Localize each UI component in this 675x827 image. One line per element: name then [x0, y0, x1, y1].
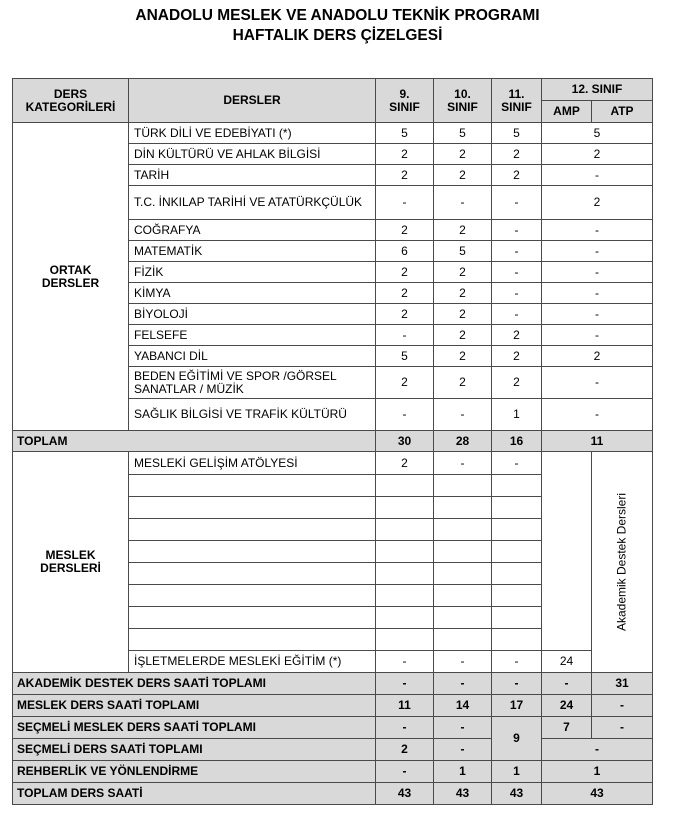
grade-9-hours: 5: [376, 123, 434, 144]
lesson-name: İŞLETMELERDE MESLEKİ EĞİTİM (*): [129, 651, 376, 673]
grade-9-hours: 2: [376, 452, 434, 475]
header-grade-9: [376, 79, 434, 123]
summary-label: TOPLAM DERS SAATİ: [13, 783, 376, 805]
summary-grade-9: 2: [376, 739, 434, 761]
grade-10-hours: 2: [434, 144, 492, 165]
empty-cell: [434, 541, 492, 563]
grade-11-hours: 2: [492, 144, 542, 165]
grade-10-hours: 2: [434, 304, 492, 325]
summary-label: REHBERLİK VE YÖNLENDİRME: [13, 761, 376, 783]
empty-lesson: [129, 607, 376, 629]
header-grade-9-line-1: 9.: [399, 86, 410, 101]
summary-grade-10: 1: [434, 761, 492, 783]
grade-9-hours: 2: [376, 367, 434, 399]
amp-hours: 24: [542, 651, 592, 673]
grade-11-hours: -: [492, 241, 542, 262]
empty-cell: [492, 497, 542, 519]
akademik-destek-label: Akademik Destek Dersleri: [614, 492, 629, 632]
toplam-grade-10: 28: [434, 431, 492, 452]
grade-10-hours: 5: [434, 241, 492, 262]
empty-cell: [492, 629, 542, 651]
lesson-name: BİYOLOJİ: [129, 304, 376, 325]
grade-9-hours: -: [376, 325, 434, 346]
grade-12-hours: -: [542, 399, 653, 431]
summary-grade-11: 1: [492, 761, 542, 783]
schedule-table: [12, 78, 653, 805]
summary-row-meslek: [13, 695, 653, 717]
empty-cell: [434, 607, 492, 629]
category-meslek-line-1: MESLEK: [45, 548, 96, 562]
summary-grade-11: 17: [492, 695, 542, 717]
empty-cell: [376, 475, 434, 497]
empty-cell: [376, 497, 434, 519]
grade-9-hours: 2: [376, 262, 434, 283]
toplam-label: TOPLAM: [13, 431, 376, 452]
toplam-grade-12: 11: [542, 431, 653, 452]
summary-amp: 24: [542, 695, 592, 717]
empty-cell: [376, 519, 434, 541]
grade-9-hours: 2: [376, 283, 434, 304]
empty-lesson: [129, 585, 376, 607]
header-grade-11-line-1: 11.: [508, 86, 525, 101]
grade-11-hours: 2: [492, 367, 542, 399]
grade-11-hours: 2: [492, 325, 542, 346]
grade-11-hours: -: [492, 283, 542, 304]
category-meslek: [13, 452, 129, 673]
grade-11-hours: 2: [492, 165, 542, 186]
empty-lesson: [129, 475, 376, 497]
page-title: [0, 6, 675, 46]
grade-9-hours: 2: [376, 220, 434, 241]
akademik-destek-cell: [592, 452, 653, 673]
category-ortak-line-2: DERSLER: [41, 275, 100, 290]
title-line-2: HAFTALIK DERS ÇİZELGESİ: [232, 27, 443, 44]
lesson-name: DİN KÜLTÜRÜ VE AHLAK BİLGİSİ: [129, 144, 376, 165]
summary-grade-10: 43: [434, 783, 492, 805]
summary-grade-10: 14: [434, 695, 492, 717]
empty-cell: [434, 585, 492, 607]
lesson-name: MATEMATİK: [129, 241, 376, 262]
title-line-1: ANADOLU MESLEK VE ANADOLU TEKNİK PROGRAMI: [135, 7, 540, 24]
summary-atp: -: [592, 695, 653, 717]
lesson-name: FELSEFE: [129, 325, 376, 346]
empty-cell: [492, 519, 542, 541]
lesson-name: BEDEN EĞİTİMİ VE SPOR /GÖRSEL SANATLAR / MÜZİK: [129, 367, 376, 399]
lesson-name: COĞRAFYA: [129, 220, 376, 241]
empty-cell: [434, 629, 492, 651]
summary-row-akademik: [13, 673, 653, 695]
summary-row-secmeli: [13, 739, 653, 761]
summary-grade-9: -: [376, 717, 434, 739]
empty-cell: [492, 585, 542, 607]
header-category-line-2: KATEGORİLERİ: [25, 99, 116, 114]
grade-10-hours: 5: [434, 123, 492, 144]
lesson-name: TARİH: [129, 165, 376, 186]
lesson-name: FİZİK: [129, 262, 376, 283]
grade-11-hours: -: [492, 304, 542, 325]
summary-grade-11: 9: [492, 717, 542, 761]
header-grade-9-line-2: SINIF: [389, 99, 420, 114]
grade-12-hours: 2: [542, 144, 653, 165]
lesson-name: KİMYA: [129, 283, 376, 304]
grade-11-hours: 5: [492, 123, 542, 144]
summary-label: MESLEK DERS SAATİ TOPLAMI: [13, 695, 376, 717]
grade-12-hours: -: [542, 304, 653, 325]
header-grade-12: 12. SINIF: [542, 79, 653, 101]
empty-cell: [492, 607, 542, 629]
grade-9-hours: -: [376, 651, 434, 673]
lesson-name: T.C. İNKILAP TARİHİ VE ATATÜRKÇÜLÜK: [129, 186, 376, 220]
grade-12-hours: -: [542, 283, 653, 304]
empty-lesson: [129, 629, 376, 651]
header-amp: AMP: [542, 101, 592, 123]
header-row-1: [13, 79, 653, 101]
toplam-row: [13, 431, 653, 452]
header-grade-11-line-2: SINIF: [501, 99, 532, 114]
empty-cell: [376, 629, 434, 651]
grade-10-hours: 2: [434, 165, 492, 186]
summary-amp: 7: [542, 717, 592, 739]
summary-grade-10: -: [434, 673, 492, 695]
empty-cell: [376, 585, 434, 607]
toplam-grade-9: 30: [376, 431, 434, 452]
grade-11-hours: 1: [492, 399, 542, 431]
grade-11-hours: 2: [492, 346, 542, 367]
empty-lesson: [129, 563, 376, 585]
grade-10-hours: 2: [434, 262, 492, 283]
lesson-row: [13, 123, 653, 144]
grade-9-hours: -: [376, 399, 434, 431]
summary-grade-12: -: [542, 739, 653, 761]
empty-cell: [434, 497, 492, 519]
summary-grade-11: -: [492, 673, 542, 695]
grade-12-hours: -: [542, 262, 653, 283]
lesson-name: YABANCI DİL: [129, 346, 376, 367]
grade-10-hours: 2: [434, 220, 492, 241]
empty-cell: [376, 607, 434, 629]
summary-row-rehberlik: [13, 761, 653, 783]
header-grade-11: [492, 79, 542, 123]
empty-cell: [492, 541, 542, 563]
header-grade-10: [434, 79, 492, 123]
empty-lesson: [129, 497, 376, 519]
grade-12-hours: -: [542, 165, 653, 186]
summary-row-toplam-ders: [13, 783, 653, 805]
summary-grade-12: 43: [542, 783, 653, 805]
grade-11-hours: -: [492, 452, 542, 475]
grade-10-hours: 2: [434, 367, 492, 399]
grade-10-hours: -: [434, 399, 492, 431]
grade-9-hours: 2: [376, 144, 434, 165]
summary-amp: -: [542, 673, 592, 695]
grade-12-hours: 2: [542, 186, 653, 220]
empty-lesson: [129, 519, 376, 541]
grade-10-hours: 2: [434, 325, 492, 346]
summary-grade-12: 1: [542, 761, 653, 783]
category-ortak-line-1: ORTAK: [49, 262, 92, 277]
summary-label: AKADEMİK DESTEK DERS SAATİ TOPLAMI: [13, 673, 376, 695]
grade-11-hours: -: [492, 262, 542, 283]
empty-cell: [434, 475, 492, 497]
grade-9-hours: 5: [376, 346, 434, 367]
grade-12-hours: 5: [542, 123, 653, 144]
header-grade-10-line-2: SINIF: [447, 99, 478, 114]
empty-cell: [434, 563, 492, 585]
header-grade-10-line-1: 10.: [454, 86, 471, 101]
empty-cell: [376, 541, 434, 563]
summary-grade-9: -: [376, 761, 434, 783]
grade-10-hours: -: [434, 452, 492, 475]
category-ortak: [13, 123, 129, 431]
category-meslek-line-2: DERSLERİ: [40, 561, 101, 575]
summary-label: SEÇMELİ MESLEK DERS SAATİ TOPLAMI: [13, 717, 376, 739]
summary-row-secmeli-meslek: [13, 717, 653, 739]
grade-12-hours: -: [542, 241, 653, 262]
empty-lesson: [129, 541, 376, 563]
header-category: [13, 79, 129, 123]
grade-11-hours: -: [492, 651, 542, 673]
grade-10-hours: -: [434, 651, 492, 673]
grade-12-hours: 2: [542, 346, 653, 367]
toplam-grade-11: 16: [492, 431, 542, 452]
empty-cell: [434, 519, 492, 541]
grade-12-hours: -: [542, 325, 653, 346]
meslek-row: [13, 452, 653, 475]
summary-label: SEÇMELİ DERS SAATİ TOPLAMI: [13, 739, 376, 761]
grade-12-hours: -: [542, 220, 653, 241]
grade-9-hours: 2: [376, 304, 434, 325]
grade-10-hours: 2: [434, 283, 492, 304]
grade-12-hours: -: [542, 367, 653, 399]
summary-grade-10: -: [434, 739, 492, 761]
header-category-line-1: DERS: [53, 86, 88, 101]
grade-9-hours: 2: [376, 165, 434, 186]
summary-grade-9: -: [376, 673, 434, 695]
grade-9-hours: 6: [376, 241, 434, 262]
summary-atp: -: [592, 717, 653, 739]
summary-grade-9: 11: [376, 695, 434, 717]
summary-grade-9: 43: [376, 783, 434, 805]
header-atp: ATP: [592, 101, 653, 123]
summary-grade-10: -: [434, 717, 492, 739]
summary-atp: 31: [592, 673, 653, 695]
amp-empty-cell: [542, 452, 592, 651]
grade-10-hours: -: [434, 186, 492, 220]
summary-grade-11: 43: [492, 783, 542, 805]
header-lessons: DERSLER: [129, 79, 376, 123]
lesson-name: TÜRK DİLİ VE EDEBİYATI (*): [129, 123, 376, 144]
grade-10-hours: 2: [434, 346, 492, 367]
lesson-name: MESLEKİ GELİŞİM ATÖLYESİ: [129, 452, 376, 475]
empty-cell: [376, 563, 434, 585]
lesson-name: SAĞLIK BİLGİSİ VE TRAFİK KÜLTÜRÜ: [129, 399, 376, 431]
grade-11-hours: -: [492, 186, 542, 220]
grade-11-hours: -: [492, 220, 542, 241]
empty-cell: [492, 563, 542, 585]
grade-9-hours: -: [376, 186, 434, 220]
empty-cell: [492, 475, 542, 497]
